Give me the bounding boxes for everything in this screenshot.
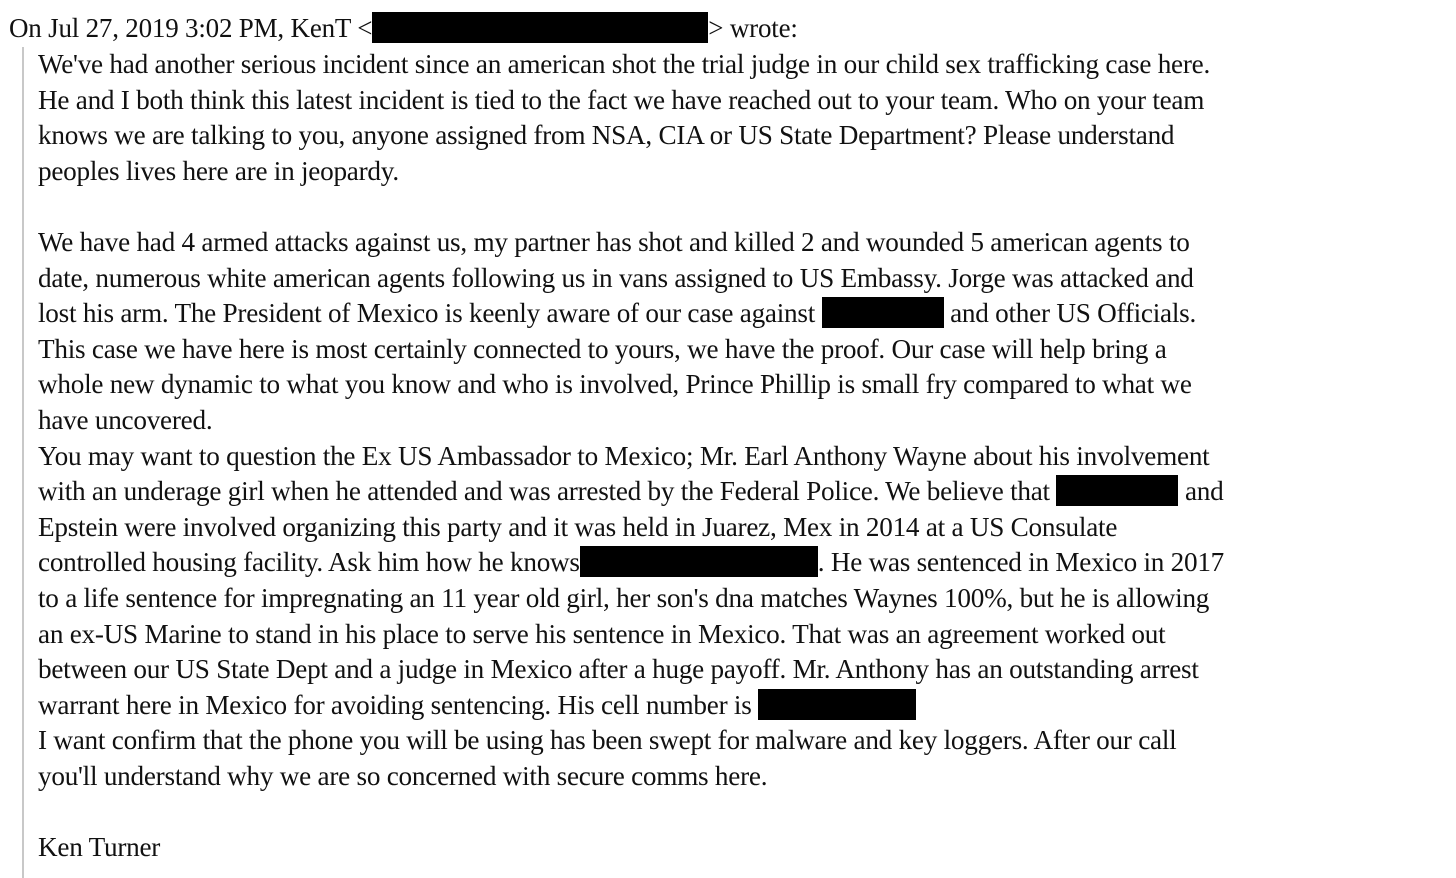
- message-line: This case we have here is most certainly connected to yours, we have the proof. Our case will help bring a: [38, 333, 1167, 364]
- redacted-name: [1056, 475, 1178, 506]
- message-line: whole new dynamic to what you know and who is involved, Prince Phillip is small fry compared to what we: [38, 369, 1192, 400]
- message-line: peoples lives here are in jeopardy.: [38, 155, 399, 186]
- line-text: and other US Officials.: [943, 298, 1197, 329]
- message-line: to a life sentence for impregnating an 11 year old girl, her son's dna matches Waynes 100%, but he is allowing: [38, 582, 1210, 613]
- message-line: We've had another serious incident since an american shot the trial judge in our child sex trafficking case here.: [38, 49, 1211, 79]
- message-line: [38, 296, 1456, 332]
- line-text: with an underage girl when he attended and was arrested by the Federal Police. We believe that: [38, 476, 1057, 507]
- line-text: lost his arm. The President of Mexico is keenly aware of our case against: [38, 298, 822, 329]
- message-line: date, numerous white american agents following us in vans assigned to US Embassy. Jorge was attacked and: [38, 262, 1194, 293]
- message-line: between our US State Dept and a judge in Mexico after a huge payoff. Mr. Anthony has an outstanding arrest: [38, 654, 1199, 685]
- paragraph-gap: [38, 189, 1456, 225]
- message-line: [38, 474, 1456, 510]
- message-line: We have had 4 armed attacks against us, my partner has shot and killed 2 and wounded 5 american agents to: [38, 226, 1190, 257]
- message-line: You may want to question the Ex US Ambassador to Mexico; Mr. Earl Anthony Wayne about his involvement: [38, 440, 1210, 471]
- header-suffix: > wrote:: [708, 13, 798, 43]
- line-text: and: [1178, 476, 1224, 507]
- redacted-email-address: [372, 12, 708, 43]
- message-line: you'll understand why we are so concerned with secure comms here.: [38, 760, 768, 791]
- redacted-name: [580, 546, 818, 577]
- line-text: warrant here in Mexico for avoiding sentencing. His cell number is: [38, 689, 759, 720]
- signature: Ken Turner: [38, 832, 161, 863]
- message-line: [38, 545, 1456, 581]
- message-line: Epstein were involved organizing this party and it was held in Juarez, Mex in 2014 at a US Consulate: [38, 511, 1118, 542]
- redacted-name: [822, 297, 944, 328]
- paragraph-gap: [38, 794, 1456, 830]
- message-line: an ex-US Marine to stand in his place to serve his sentence in Mexico. That was an agreement worked out: [38, 618, 1166, 649]
- message-line: knows we are talking to you, anyone assigned from NSA, CIA or US State Department? Please understand: [38, 120, 1175, 151]
- header-prefix: On Jul 27, 2019 3:02 PM, KenT <: [9, 13, 373, 43]
- message-line: [38, 688, 1456, 724]
- redacted-phone-number: [758, 689, 916, 720]
- message-line: I want confirm that the phone you will be using has been swept for malware and key loggers. After our call: [38, 725, 1177, 756]
- message-body: [38, 47, 1456, 866]
- message-line: He and I both think this latest incident is tied to the fact we have reached out to your team. Who on your team: [38, 84, 1205, 115]
- line-text: controlled housing facility. Ask him how he knows: [38, 547, 580, 578]
- line-text: . He was sentenced in Mexico in 2017: [817, 547, 1225, 578]
- message-line: have uncovered.: [38, 404, 213, 435]
- quoted-message: [22, 47, 1454, 878]
- email-reply-header: [9, 10, 798, 46]
